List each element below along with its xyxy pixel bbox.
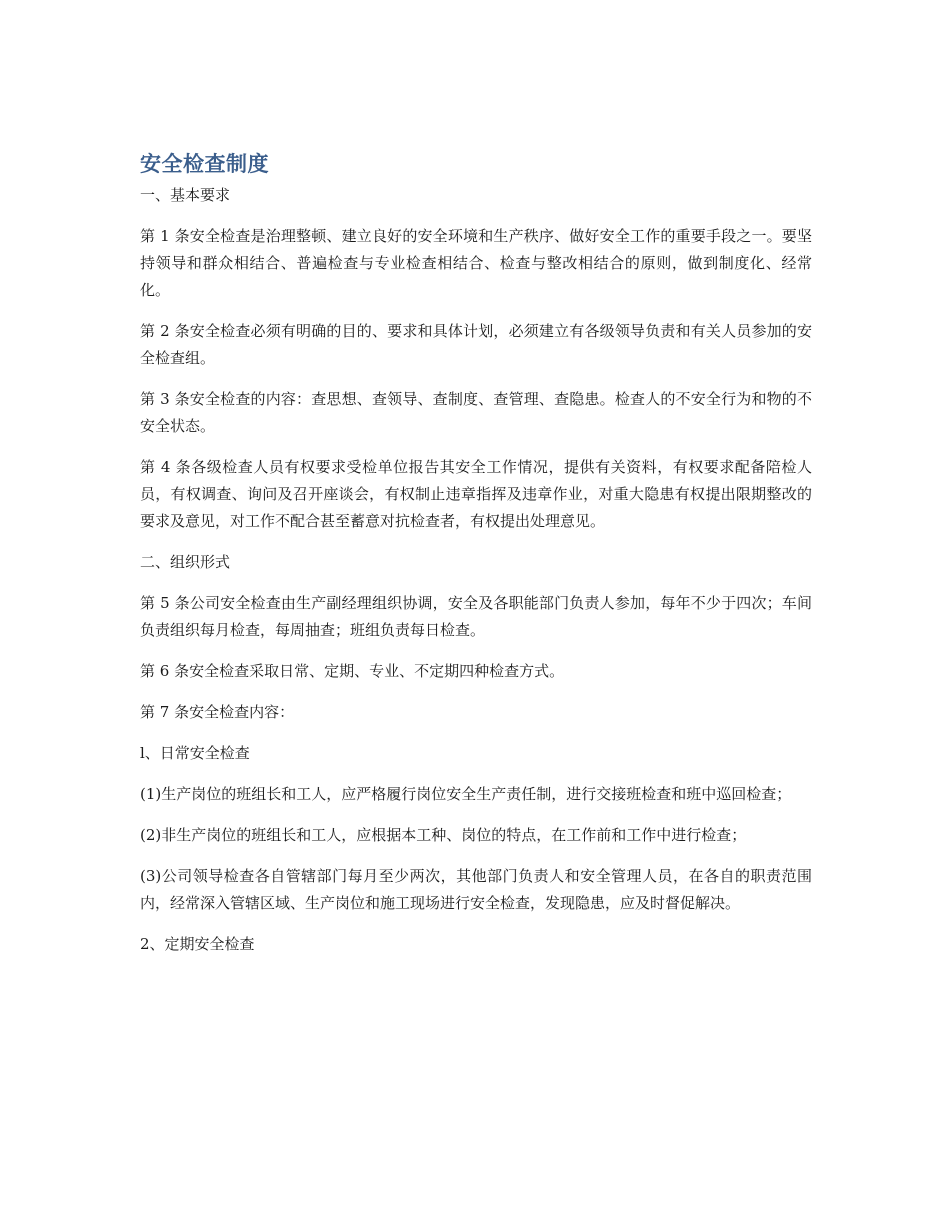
document-title: 安全检查制度 <box>140 152 269 176</box>
list-item-3: (3)公司领导检查各自管辖部门每月至少两次，其他部门负责人和安全管理人员，在各自的职责范围内，经常深入管辖区域、生产岗位和施工现场进行安全检查，发现隐患，应及时督促解决。 <box>140 867 812 912</box>
article-7: 第 7 条安全检查内容： <box>140 703 295 721</box>
article-3: 第 3 条安全检查的内容：查思想、查领导、查制度、查管理、查隐患。检查人的不安全行为和物的不安全状态。 <box>140 390 812 435</box>
article-6: 第 6 条安全检查采取日常、定期、专业、不定期四种检查方式。 <box>140 662 565 680</box>
article-2: 第 2 条安全检查必须有明确的目的、要求和具体计划，必须建立有各级领导负责和有关人员参加的安全检查组。 <box>140 322 812 367</box>
section-heading-basic-requirements: 一、基本要求 <box>140 186 231 204</box>
list-item-2: (2)非生产岗位的班组长和工人，应根据本工种、岗位的特点，在工作前和工作中进行检查； <box>140 826 747 844</box>
subsection-periodic-inspection: 2、定期安全检查 <box>140 935 255 953</box>
article-4: 第 4 条各级检查人员有权要求受检单位报告其安全工作情况，提供有关资料，有权要求配备陪检人员，有权调查、询问及召开座谈会，有权制止违章指挥及违章作业，对重大隐患有权提出限期整改的要求及意见，对工作不配合甚至蓄意对抗检查者，有权提出处理意见。 <box>140 458 812 530</box>
article-5: 第 5 条公司安全检查由生产副经理组织协调，安全及各职能部门负责人参加，每年不少于四次；车间负责组织每月检查，每周抽查；班组负责每日检查。 <box>140 594 812 639</box>
section-heading-organization: 二、组织形式 <box>140 553 231 571</box>
article-1: 第 1 条安全检查是治理整顿、建立良好的安全环境和生产秩序、做好安全工作的重要手段之一。要坚持领导和群众相结合、普遍检查与专业检查相结合、检查与整改相结合的原则，做到制度化、经常化。 <box>140 227 812 299</box>
subsection-daily-inspection: l、日常安全检查 <box>140 744 250 762</box>
document-page <box>140 148 812 972</box>
list-item-1: (1)生产岗位的班组长和工人，应严格履行岗位安全生产责任制，进行交接班检查和班中巡回检查； <box>140 785 792 803</box>
